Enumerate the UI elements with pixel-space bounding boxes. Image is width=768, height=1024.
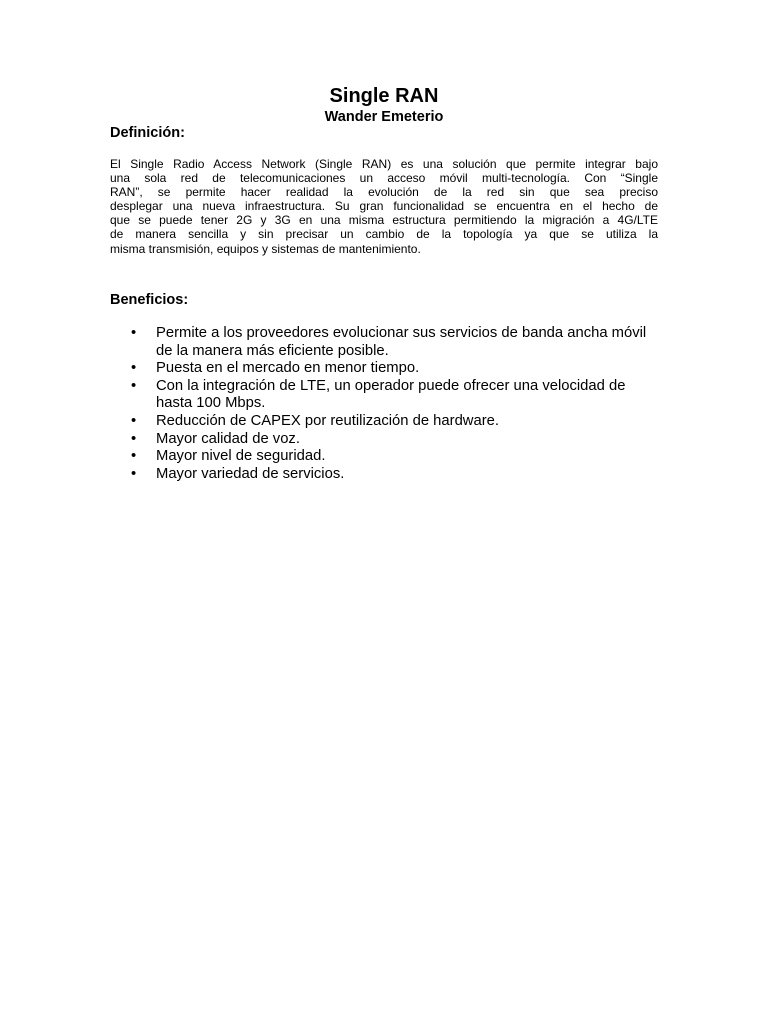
bullet-icon: •: [131, 360, 137, 377]
definition-line: de manera sencilla y sin precisar un cambio de la topología ya que se utiliza la: [110, 227, 658, 242]
benefit-text: Mayor variedad de servicios.: [156, 465, 345, 482]
benefit-text: Con la integración de LTE, un operador puede ofrecer una velocidad de hasta 100 Mbps.: [156, 377, 626, 412]
definition-heading: Definición:: [110, 125, 185, 141]
benefit-item: [131, 378, 661, 413]
definition-line: misma transmisión, equipos y sistemas de mantenimiento.: [110, 241, 421, 256]
definition-line: RAN”, se permite hacer realidad la evolución de la red sin que sea preciso: [110, 185, 658, 200]
benefit-item: [131, 360, 661, 378]
bullet-icon: •: [131, 448, 137, 465]
document-title: Single RAN: [329, 85, 439, 107]
definition-line: desplegar una nueva infraestructura. Su gran funcionalidad se encuentra en el hecho de: [110, 199, 658, 214]
definition-line: una sola red de telecomunicaciones un acceso móvil multi-tecnología. Con “Single: [110, 171, 658, 186]
benefits-list: [131, 325, 661, 483]
benefit-item: [131, 431, 661, 449]
benefit-item: [131, 448, 661, 466]
bullet-icon: •: [131, 412, 137, 429]
benefit-item: [131, 325, 661, 360]
bullet-icon: •: [131, 465, 137, 482]
bullet-icon: •: [131, 325, 137, 341]
benefit-item: [131, 466, 661, 484]
benefit-text: Mayor nivel de seguridad.: [156, 448, 326, 465]
definition-paragraph: [110, 157, 658, 256]
benefit-text: Permite a los proveedores evolucionar sus servicios de banda ancha móvil de la manera más eficiente posible.: [156, 325, 647, 359]
definition-line: que se puede tener 2G y 3G en una misma estructura permitiendo la migración a 4G/LTE: [110, 213, 658, 228]
bullet-icon: •: [131, 377, 137, 394]
document-author: Wander Emeterio: [324, 109, 444, 125]
benefit-text: Reducción de CAPEX por reutilización de hardware.: [156, 412, 499, 429]
definition-line: El Single Radio Access Network (Single RAN) es una solución que permite integrar bajo: [110, 157, 658, 171]
benefit-item: [131, 413, 661, 431]
benefit-text: Puesta en el mercado en menor tiempo.: [156, 360, 420, 377]
benefits-heading: Beneficios:: [110, 292, 189, 308]
benefit-text: Mayor calidad de voz.: [156, 430, 300, 447]
bullet-icon: •: [131, 430, 137, 447]
